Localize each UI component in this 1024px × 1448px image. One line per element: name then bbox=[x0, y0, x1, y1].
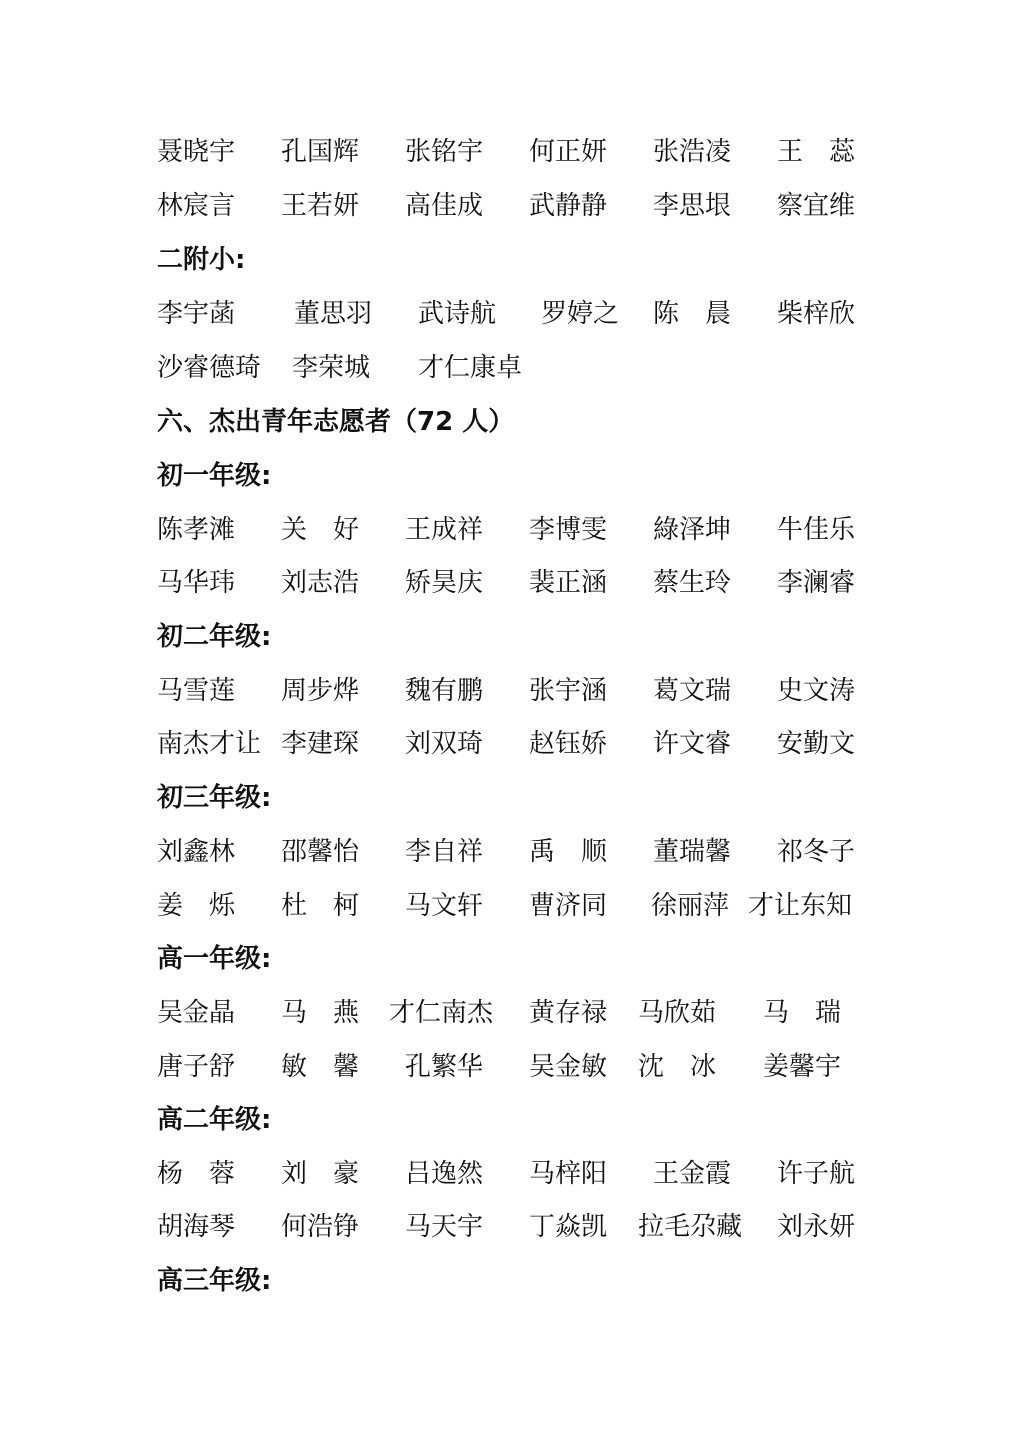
name-entry: 吴金敏 bbox=[529, 1052, 608, 1082]
name-row bbox=[157, 563, 877, 603]
name-entry: 许子航 bbox=[777, 1159, 856, 1189]
name-entry: 史文涛 bbox=[777, 676, 856, 706]
name-entry: 杜 柯 bbox=[281, 891, 360, 921]
name-entry: 杨 蓉 bbox=[157, 1159, 236, 1189]
name-entry: 刘鑫林 bbox=[157, 837, 236, 867]
name-entry: 南杰才让 bbox=[157, 729, 262, 759]
name-entry: 裴正涵 bbox=[529, 568, 608, 598]
grade-heading-gao-yi: 高一年级: bbox=[157, 944, 272, 974]
name-row bbox=[157, 1154, 877, 1194]
name-entry: 禹 顺 bbox=[529, 837, 608, 867]
name-entry: 魏有鹏 bbox=[405, 676, 484, 706]
group-heading-er-fu-xiao: 二附小: bbox=[157, 245, 246, 275]
name-entry: 王金霞 bbox=[653, 1159, 732, 1189]
name-entry: 李宇菡 bbox=[157, 299, 236, 329]
name-entry: 孔国辉 bbox=[281, 137, 360, 167]
name-entry: 李荣城 bbox=[292, 353, 371, 383]
name-row bbox=[157, 993, 877, 1033]
name-entry: 徐丽萍 bbox=[651, 891, 730, 921]
name-entry: 蔡生玲 bbox=[653, 568, 732, 598]
name-entry: 何正妍 bbox=[529, 137, 608, 167]
name-entry: 张铭宇 bbox=[405, 137, 484, 167]
name-entry: 胡海琴 bbox=[157, 1212, 236, 1242]
name-entry: 马天宇 bbox=[405, 1212, 484, 1242]
name-entry: 邵馨怡 bbox=[281, 837, 360, 867]
name-entry: 才仁康卓 bbox=[418, 353, 523, 383]
name-entry: 罗婷之 bbox=[541, 299, 620, 329]
name-entry: 马欣茹 bbox=[638, 998, 717, 1028]
name-entry: 才仁南杰 bbox=[389, 998, 494, 1028]
name-entry: 马华玮 bbox=[157, 568, 236, 598]
name-row bbox=[157, 348, 877, 388]
name-entry: 武静静 bbox=[529, 191, 608, 221]
name-entry: 葛文瑞 bbox=[653, 676, 732, 706]
name-entry: 何浩铮 bbox=[281, 1212, 360, 1242]
name-entry: 丁焱凯 bbox=[529, 1212, 608, 1242]
name-row bbox=[157, 186, 877, 226]
name-row bbox=[157, 671, 877, 711]
name-entry: 察宜维 bbox=[777, 191, 856, 221]
name-entry: 沈 冰 bbox=[638, 1052, 717, 1082]
name-entry: 陈孝滩 bbox=[157, 515, 236, 545]
name-entry: 曹济同 bbox=[529, 891, 608, 921]
name-entry: 姜 烁 bbox=[157, 891, 236, 921]
name-entry: 赵钰娇 bbox=[529, 729, 608, 759]
name-entry: 姜馨宇 bbox=[763, 1052, 842, 1082]
name-entry: 林宸言 bbox=[157, 191, 236, 221]
name-entry: 许文睿 bbox=[653, 729, 732, 759]
name-entry: 马文轩 bbox=[405, 891, 484, 921]
name-entry: 马 燕 bbox=[281, 998, 360, 1028]
name-entry: 唐子舒 bbox=[157, 1052, 236, 1082]
name-row bbox=[157, 1207, 877, 1247]
name-entry: 董瑞馨 bbox=[653, 837, 732, 867]
name-entry: 矫昊庆 bbox=[405, 568, 484, 598]
name-entry: 刘双琦 bbox=[405, 729, 484, 759]
name-entry: 吴金晶 bbox=[157, 998, 236, 1028]
name-entry: 綠泽坤 bbox=[653, 515, 732, 545]
name-entry: 孔繁华 bbox=[405, 1052, 484, 1082]
name-entry: 才让东知 bbox=[748, 891, 853, 921]
name-entry: 刘 豪 bbox=[281, 1159, 360, 1189]
name-entry: 吕逸然 bbox=[405, 1159, 484, 1189]
grade-heading-gao-er: 高二年级: bbox=[157, 1105, 272, 1135]
grade-heading-chu-yi: 初一年级: bbox=[157, 461, 272, 491]
name-entry: 刘志浩 bbox=[281, 568, 360, 598]
name-entry: 李澜睿 bbox=[777, 568, 856, 598]
name-row bbox=[157, 886, 877, 926]
name-entry: 王成祥 bbox=[405, 515, 484, 545]
name-entry: 王 蕊 bbox=[777, 137, 856, 167]
name-entry: 王若妍 bbox=[281, 191, 360, 221]
section-heading-outstanding-volunteers: 六、杰出青年志愿者（72 人） bbox=[157, 407, 515, 437]
name-entry: 沙睿德琦 bbox=[157, 353, 262, 383]
grade-heading-chu-er: 初二年级: bbox=[157, 622, 272, 652]
name-entry: 董思羽 bbox=[294, 299, 373, 329]
name-entry: 祁冬子 bbox=[777, 837, 856, 867]
name-entry: 关 好 bbox=[281, 515, 360, 545]
name-entry: 柴梓欣 bbox=[777, 299, 856, 329]
name-entry: 马 瑞 bbox=[763, 998, 842, 1028]
name-entry: 黄存禄 bbox=[529, 998, 608, 1028]
name-entry: 安勤文 bbox=[777, 729, 856, 759]
name-entry: 张宇涵 bbox=[529, 676, 608, 706]
name-entry: 李自祥 bbox=[405, 837, 484, 867]
grade-heading-chu-san: 初三年级: bbox=[157, 783, 272, 813]
name-entry: 周步烨 bbox=[281, 676, 360, 706]
name-entry: 李博雯 bbox=[529, 515, 608, 545]
name-row bbox=[157, 1047, 877, 1087]
name-entry: 张浩凌 bbox=[653, 137, 732, 167]
name-entry: 李建琛 bbox=[281, 729, 360, 759]
name-row bbox=[157, 132, 877, 172]
name-entry: 高佳成 bbox=[405, 191, 484, 221]
name-entry: 李思垠 bbox=[653, 191, 732, 221]
grade-heading-gao-san: 高三年级: bbox=[157, 1266, 272, 1296]
name-entry: 敏 馨 bbox=[281, 1052, 360, 1082]
name-entry: 拉毛尕藏 bbox=[638, 1212, 743, 1242]
name-row bbox=[157, 510, 877, 550]
name-entry: 马梓阳 bbox=[529, 1159, 608, 1189]
name-row bbox=[157, 724, 877, 764]
name-entry: 牛佳乐 bbox=[777, 515, 856, 545]
name-row bbox=[157, 832, 877, 872]
name-entry: 马雪莲 bbox=[157, 676, 236, 706]
name-entry: 聂晓宇 bbox=[157, 137, 236, 167]
name-entry: 刘永妍 bbox=[777, 1212, 856, 1242]
name-entry: 武诗航 bbox=[418, 299, 497, 329]
name-row bbox=[157, 294, 877, 334]
name-entry: 陈 晨 bbox=[653, 299, 732, 329]
